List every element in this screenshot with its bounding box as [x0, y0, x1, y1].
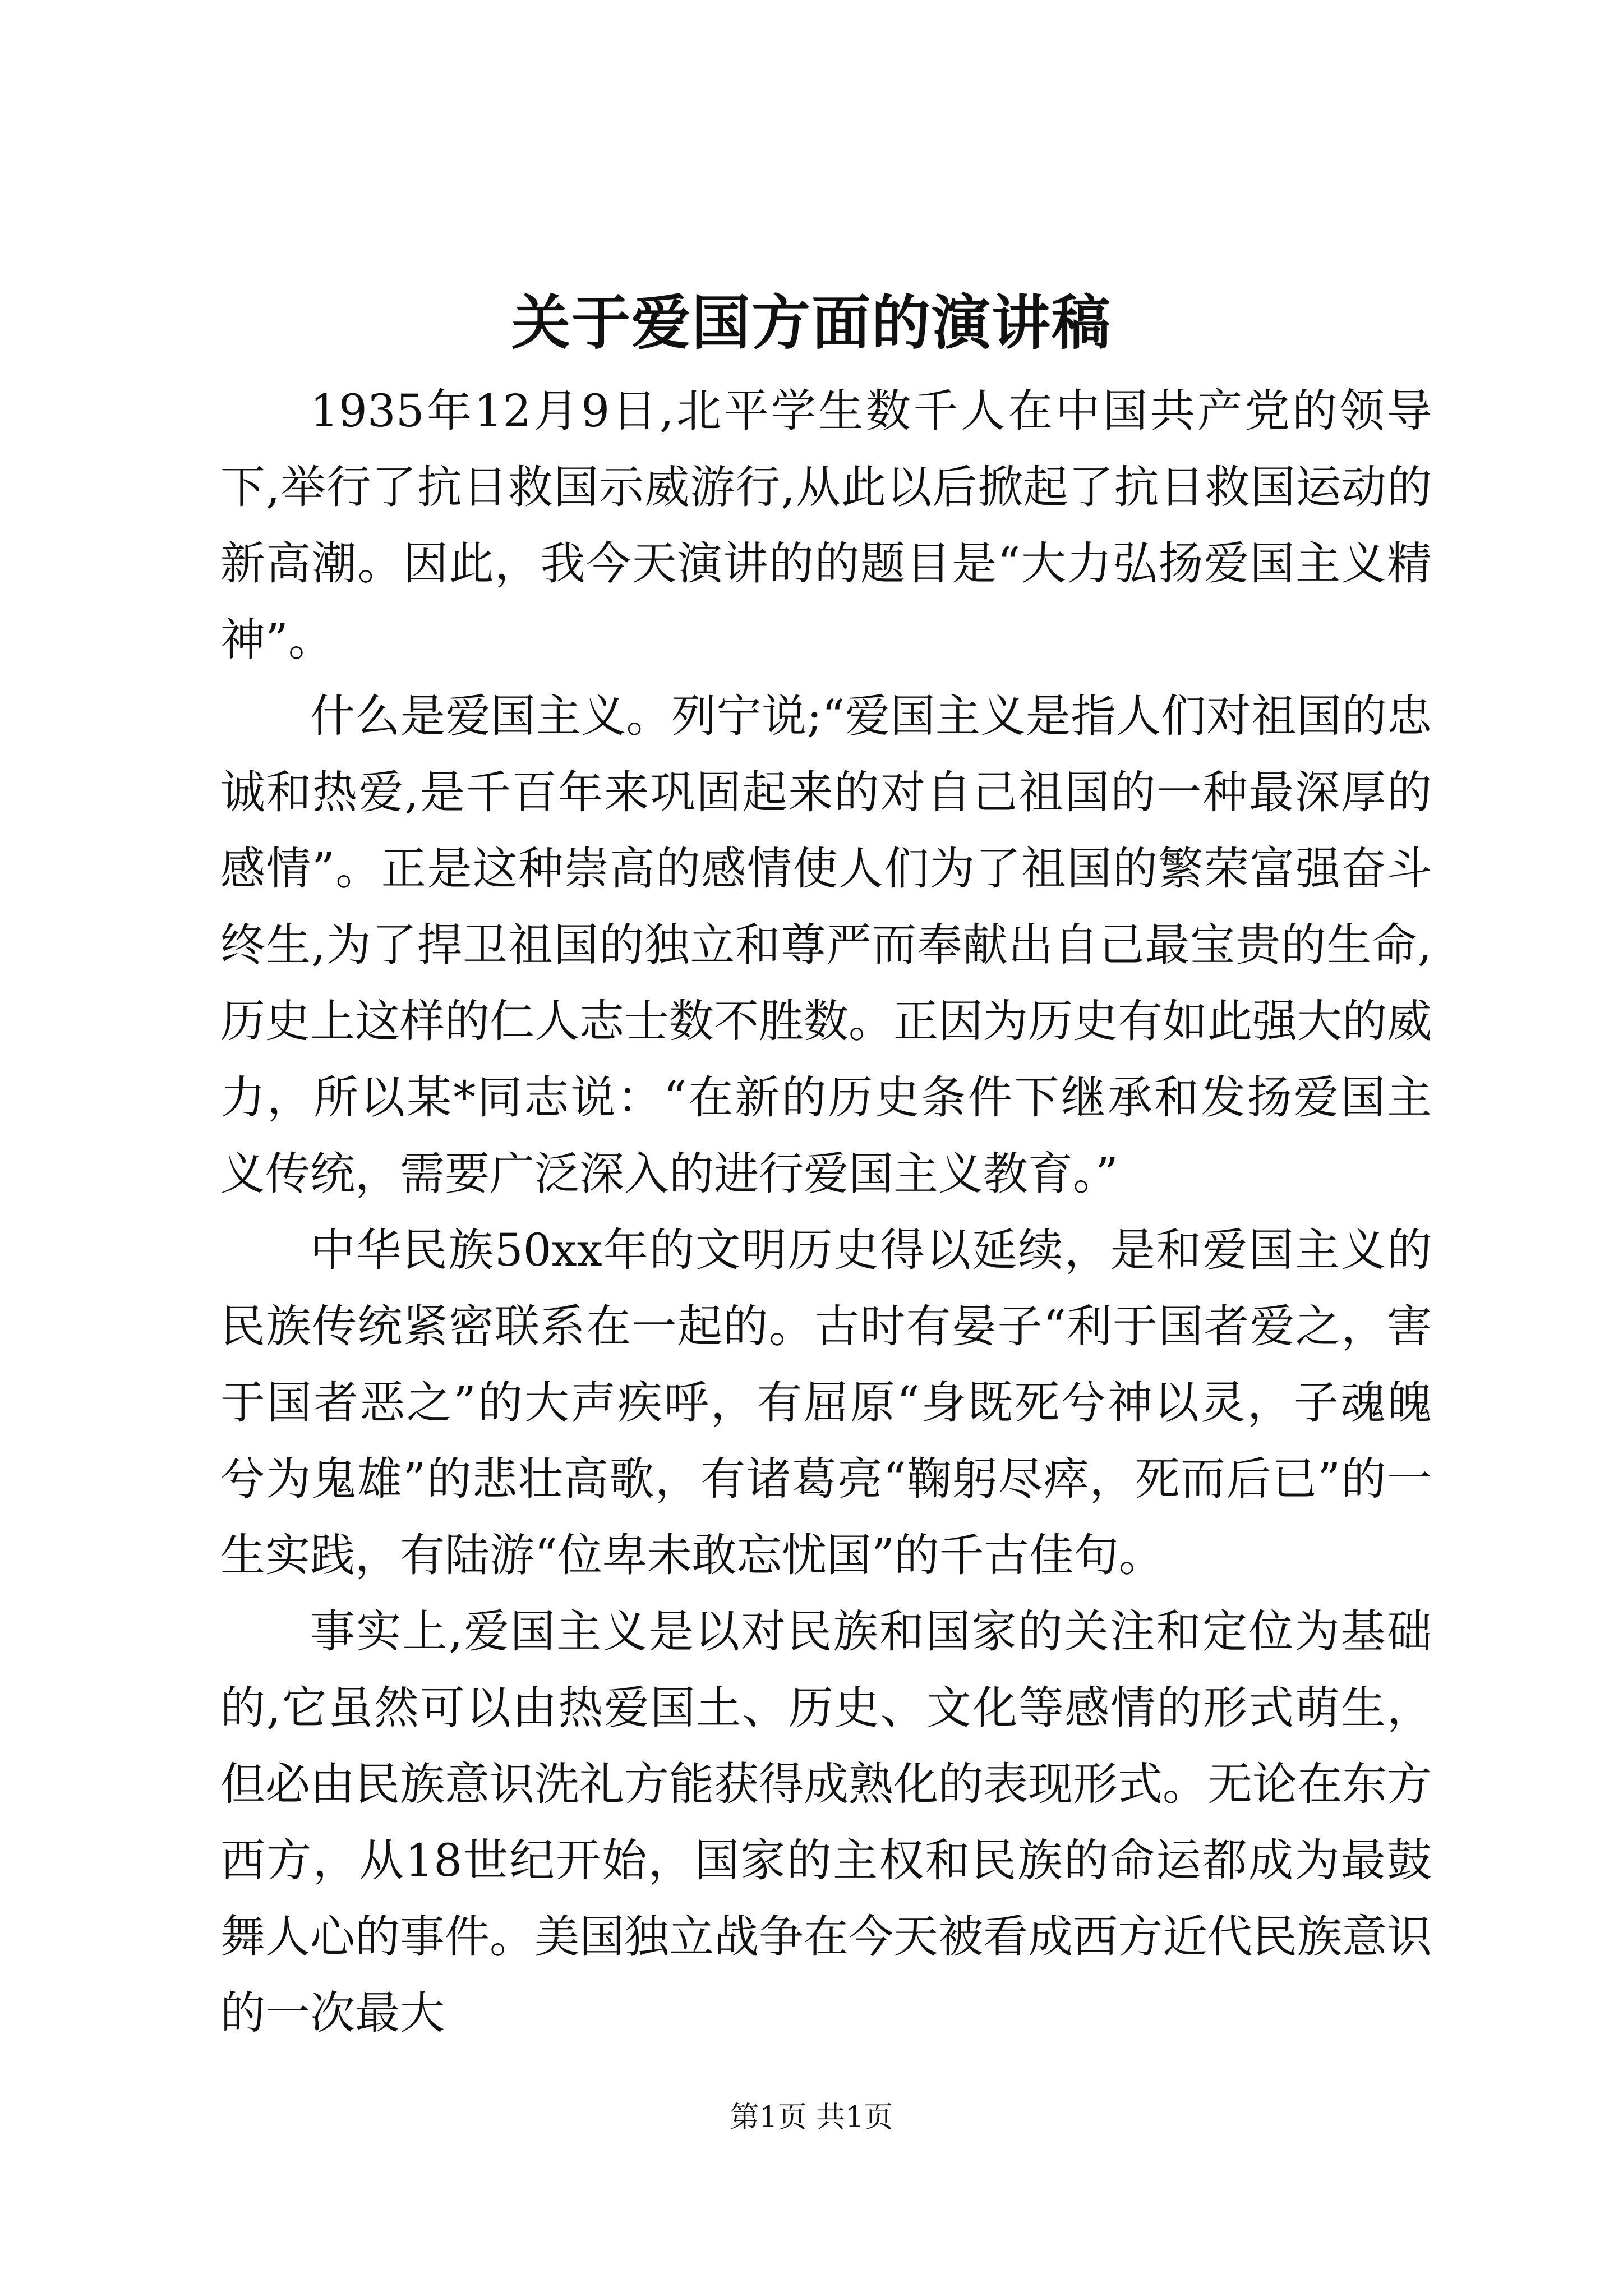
paragraph-1: 1935年12月9日,北平学生数千人在中国共产党的领导下,举行了抗日救国示威游行,从此以后掀起了抗日救国运动的新高潮。因此，我今天演讲的的题目是“大力弘扬爱国主义精神”。	[220, 385, 1432, 666]
paragraph-2: 什么是爱国主义。列宁说;“爱国主义是指人们对祖国的忠诚和热爱,是千百年来巩固起来的对自己祖国的一种最深厚的感情”。正是这种崇高的感情使人们为了祖国的繁荣富强奋斗终生,为了捍卫祖国的独立和尊严而奉献出自己最宝贵的生命,历史上这样的仁人志士数不胜数。正因为历史有如此强大的威力，所以某*同志说：“在新的历史条件下继承和发扬爱国主义传统，需要广泛深入的进行爱国主义教育。”	[220, 690, 1432, 1200]
page-footer: 第1页 共1页	[730, 2101, 893, 2134]
paragraph-3: 中华民族50xx年的文明历史得以延续，是和爱国主义的民族传统紧密联系在一起的。古时有晏子“利于国者爱之，害于国者恶之”的大声疾呼，有屈原“身既死兮神以灵，子魂魄兮为鬼雄”的悲壮高歌，有诸葛亮“鞠躬尽瘁，死而后已”的一生实践，有陆游“位卑未敢忘忧国”的千古佳句。	[220, 1224, 1432, 1581]
paragraph-4: 事实上,爱国主义是以对民族和国家的关注和定位为基础的,它虽然可以由热爱国土、历史、文化等感情的形式萌生，但必由民族意识洗礼方能获得成熟化的表现形式。无论在东方西方，从18世纪开始，国家的主权和民族的命运都成为最鼓舞人心的事件。美国独立战争在今天被看成西方近代民族意识的一次最大	[220, 1605, 1432, 2039]
document-title: 关于爱国方面的演讲稿	[511, 288, 1112, 357]
document-body	[220, 373, 1432, 2051]
